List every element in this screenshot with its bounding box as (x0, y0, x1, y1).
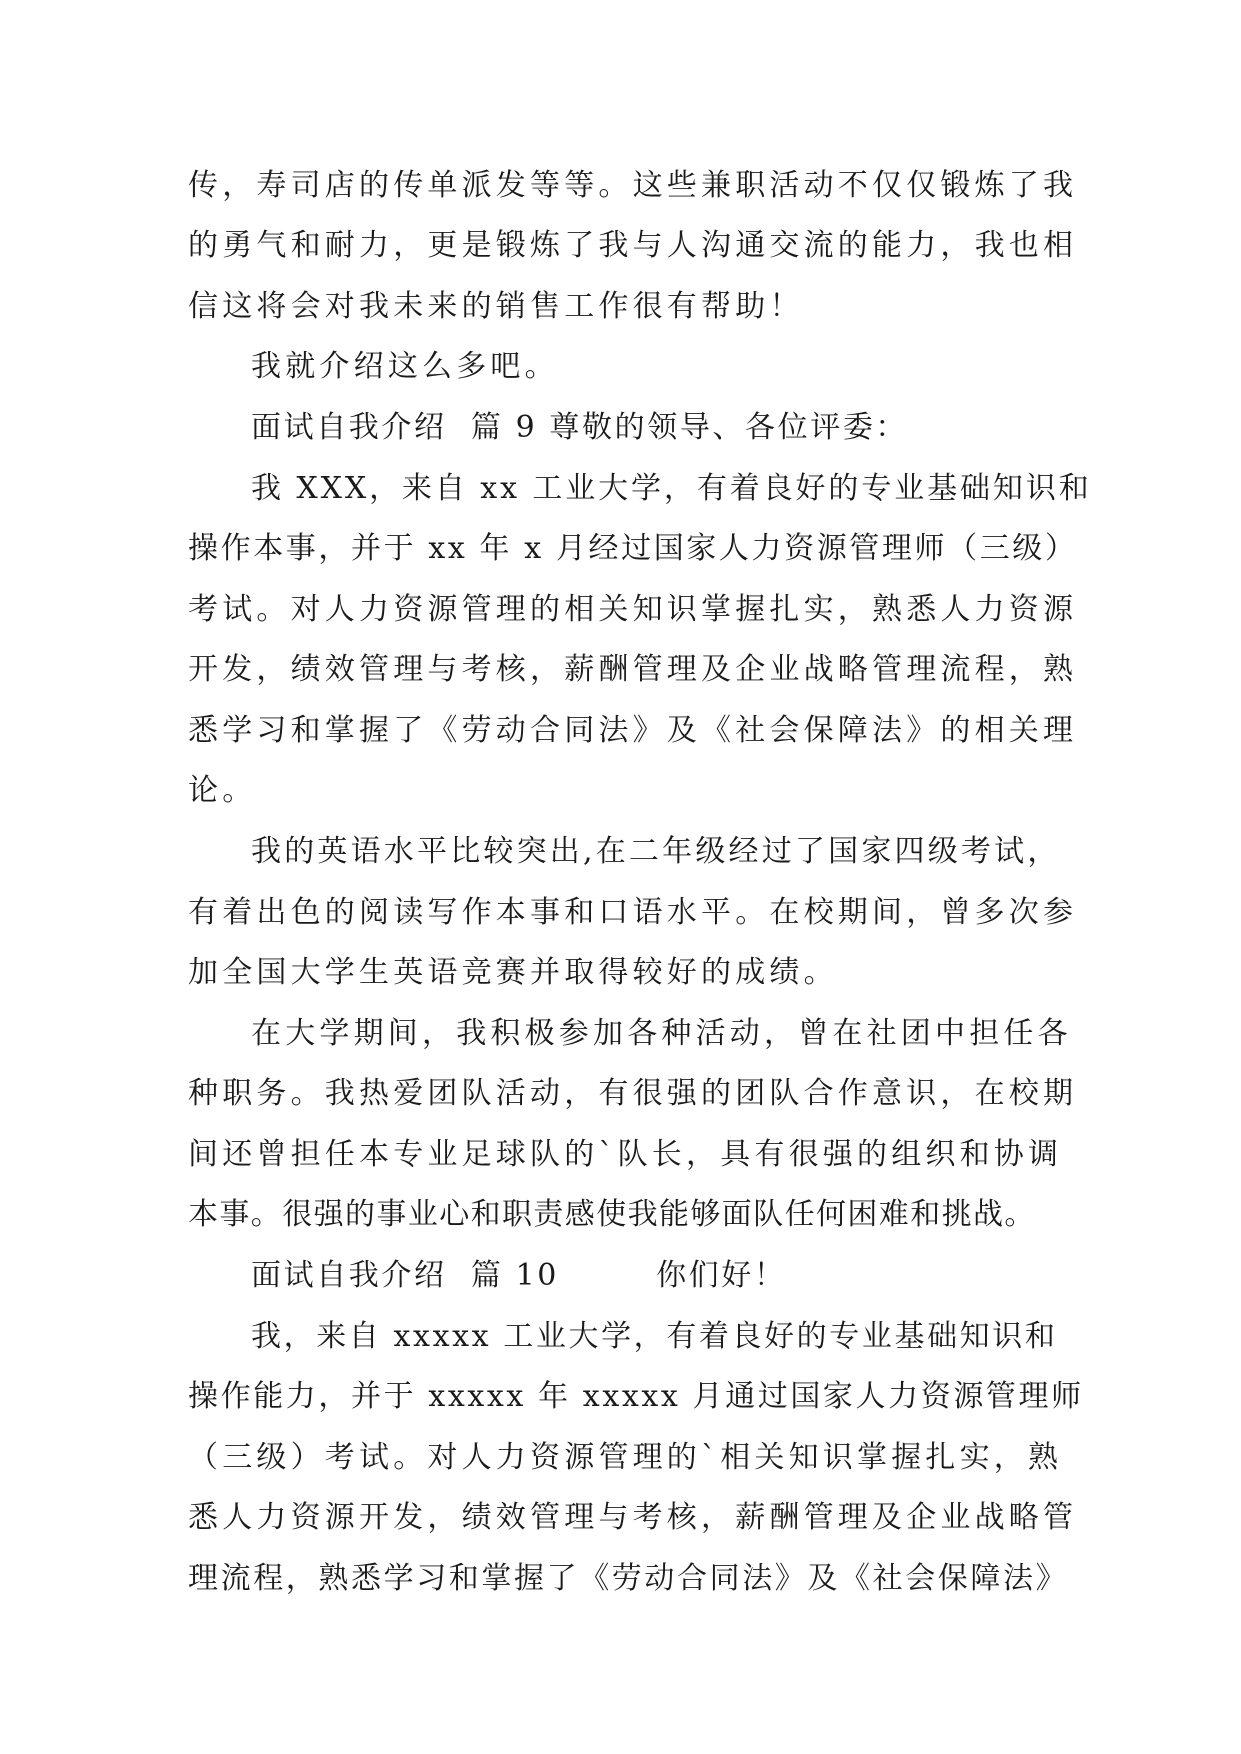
section-heading: 面试自我介绍 篇 10 你们好！ (251, 1258, 787, 1293)
text-line: 传，寿司店的传单派发等等。这些兼职活动不仅仅锻炼了我 (188, 168, 1078, 203)
text-line: 开发，绩效管理与考核，薪酬管理及企业战略管理流程，熟 (188, 652, 1078, 687)
text-line: 信这将会对我未来的销售工作很有帮助！ (188, 289, 804, 324)
text-line: （三级）考试。对人力资源管理的`相关知识掌握扎实，熟 (188, 1440, 1063, 1475)
text-line: 悉学习和掌握了《劳动合同法》及《社会保障法》的相关理 (188, 713, 1078, 748)
text-line: 我，来自 xxxxx 工业大学，有着良好的专业基础知识和 (251, 1319, 1058, 1354)
text-line: 间还曾担任本专业足球队的`队长，具有很强的组织和协调 (188, 1137, 1063, 1172)
text-line: 在大学期间，我积极参加各种活动，曾在社团中担任各 (251, 1016, 1072, 1051)
text-line: 操作能力，并于 xxxxx 年 xxxxx 月通过国家人力资源管理师 (188, 1379, 1084, 1414)
text-line: 我 XXX，来自 xx 工业大学，有着良好的专业基础知识和 (251, 471, 1092, 506)
section-heading: 面试自我介绍 篇 9 尊敬的领导、各位评委： (251, 410, 909, 445)
text-line: 理流程，熟悉学习和掌握了《劳动合同法》及《社会保障法》 (188, 1561, 1069, 1596)
text-line: 加全国大学生英语竞赛并取得较好的成绩。 (188, 955, 838, 990)
text-line: 论。 (188, 773, 257, 808)
text-line: 种职务。我热爱团队活动，有很强的团队合作意识，在校期 (188, 1076, 1078, 1111)
text-line: 我的英语水平比较突出,在二年级经过了国家四级考试， (251, 834, 1061, 869)
text-line: 本事。很强的事业心和职责感使我能够面队任何困难和挑战。 (188, 1197, 1036, 1232)
text-line: 操作本事，并于 xx 年 x 月经过国家人力资源管理师（三级） (188, 531, 1078, 566)
text-line: 有着出色的阅读写作本事和口语水平。在校期间，曾多次参 (188, 895, 1078, 930)
text-line: 考试。对人力资源管理的相关知识掌握扎实，熟悉人力资源 (188, 592, 1078, 627)
text-line: 的勇气和耐力，更是锻炼了我与人沟通交流的能力，我也相 (188, 228, 1078, 263)
text-line: 悉人力资源开发，绩效管理与考核，薪酬管理及企业战略管 (188, 1500, 1078, 1535)
text-line: 我就介绍这么多吧。 (251, 349, 559, 384)
